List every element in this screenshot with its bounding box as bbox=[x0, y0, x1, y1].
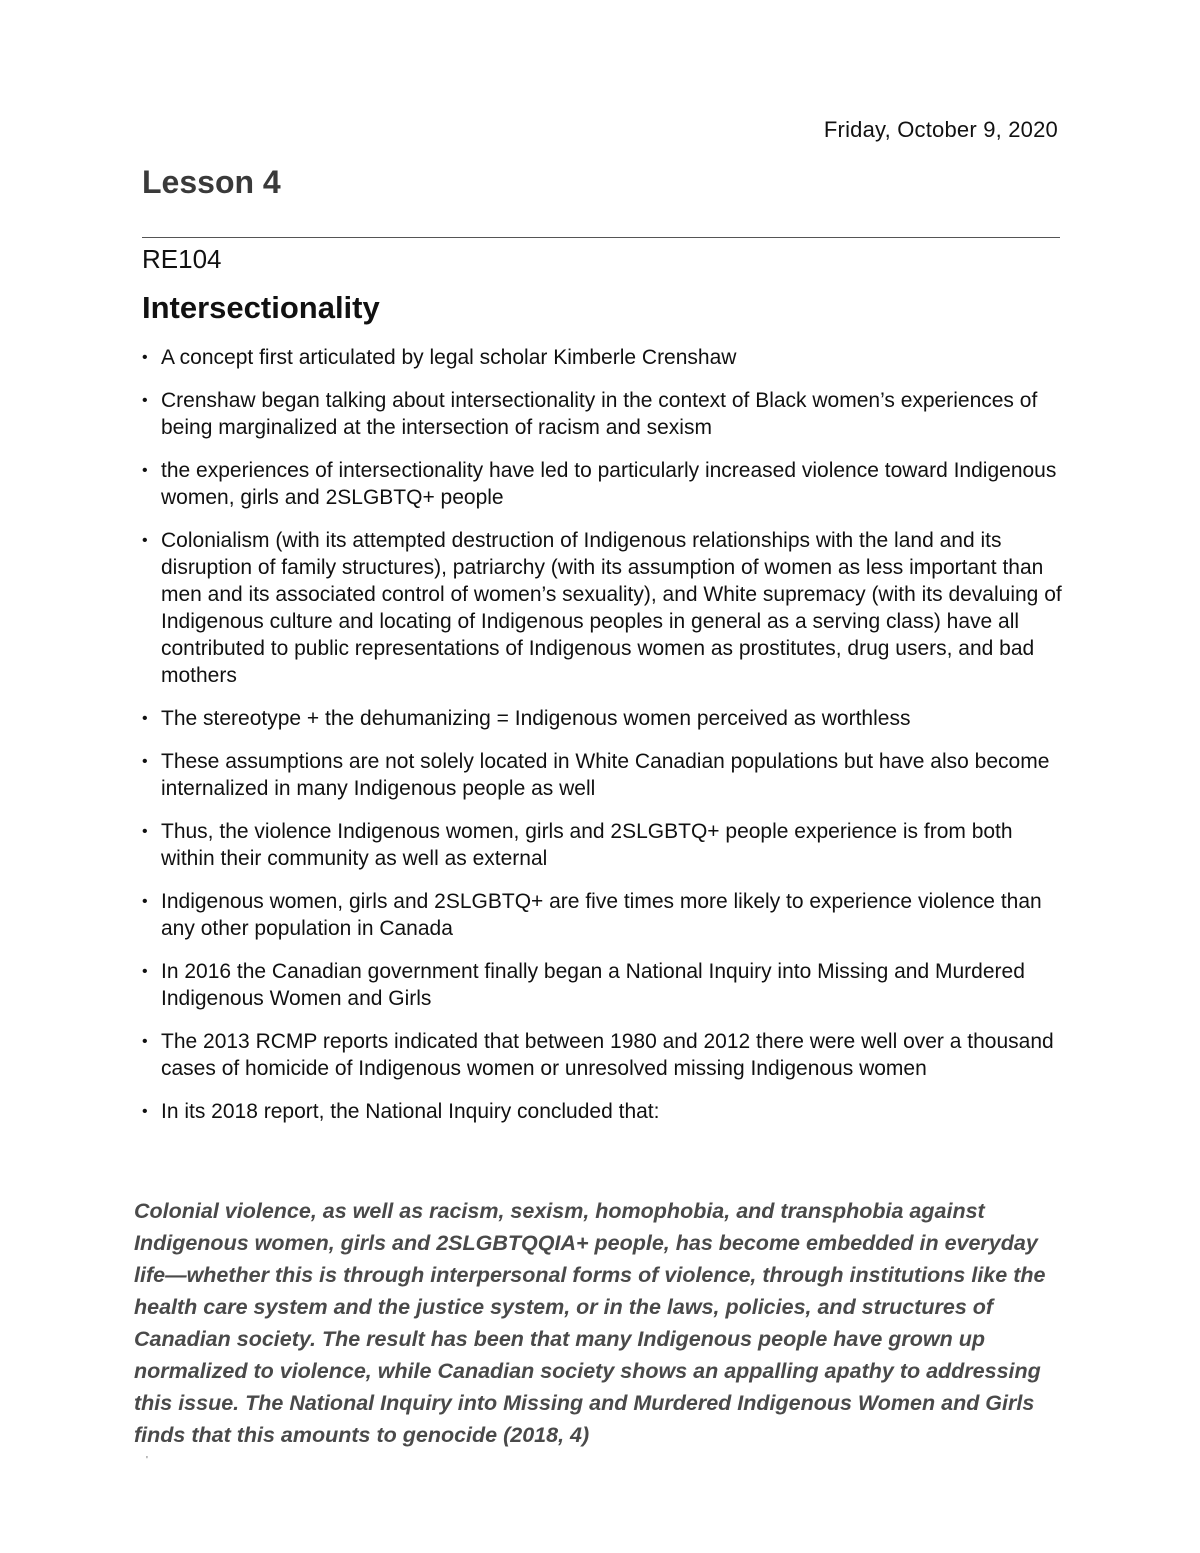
section-heading: Intersectionality bbox=[142, 290, 380, 325]
list-item bbox=[142, 527, 1072, 689]
list-item-text: The stereotype + the dehumanizing = Indigenous women perceived as worthless bbox=[161, 707, 911, 730]
bullet-icon: • bbox=[142, 392, 148, 409]
list-item-text: Crenshaw began talking about intersectionality in the context of Black women’s experiences of being marginalized at the intersection of racism and sexism bbox=[161, 389, 1038, 439]
list-item bbox=[142, 457, 1072, 511]
list-item-text: Indigenous women, girls and 2SLGBTQ+ are five times more likely to experience violence than any other population in Canada bbox=[161, 890, 1042, 940]
list-item-text: Colonialism (with its attempted destruction of Indigenous relationships with the land and its disruption of family structures), patriarchy (with its assumption of women as less important than men and its associated control of women’s sexuality), and White supremacy (with its devaluing of Indigenous culture and locating of Indigenous peoples in general as a serving class) have all contributed to public representations of Indigenous women as prostitutes, drug users, and bad mothers bbox=[161, 529, 1062, 687]
course-code: RE104 bbox=[142, 244, 222, 274]
title-divider bbox=[142, 237, 1060, 238]
lesson-title: Lesson 4 bbox=[142, 164, 281, 200]
bullet-list bbox=[142, 344, 1072, 1141]
inquiry-quote: Colonial violence, as well as racism, sexism, homophobia, and transphobia against Indigenous women, girls and 2SLGBTQQIA+ people, has become embedded in everyday life—whether this is through interpersonal forms of violence, through institutions like the health care system and the justice system, or in the laws, policies, and structures of Canadian society. The result has been that many Indigenous people have grown up normalized to violence, while Canadian society shows an appalling apathy to addressing this issue. The National Inquiry into Missing and Murdered Indigenous Women and Girls finds that this amounts to genocide (2018, 4) bbox=[134, 1199, 1046, 1447]
document-date: Friday, October 9, 2020 bbox=[823, 117, 1058, 142]
list-item-text: These assumptions are not solely located in White Canadian populations but have also become internalized in many Indigenous people as well bbox=[161, 750, 1050, 800]
bullet-icon: • bbox=[142, 532, 148, 549]
list-item-text: the experiences of intersectionality have led to particularly increased violence toward Indigenous women, girls and 2SLGBTQ+ people bbox=[161, 459, 1057, 509]
list-item bbox=[142, 958, 1072, 1012]
list-item-text: Thus, the violence Indigenous women, girls and 2SLGBTQ+ people experience is from both within their community as well as external bbox=[161, 820, 1013, 870]
list-item bbox=[142, 888, 1072, 942]
bullet-icon: • bbox=[142, 349, 148, 366]
list-item bbox=[142, 818, 1072, 872]
stray-mark: ' bbox=[146, 1455, 148, 1466]
list-item bbox=[142, 705, 1072, 732]
bullet-icon: • bbox=[142, 710, 148, 727]
list-item-text: The 2013 RCMP reports indicated that between 1980 and 2012 there were well over a thousand cases of homicide of Indigenous women or unresolved missing Indigenous women bbox=[161, 1030, 1054, 1080]
list-item-text: In 2016 the Canadian government finally began a National Inquiry into Missing and Murdered Indigenous Women and Girls bbox=[161, 960, 1025, 1010]
bullet-icon: • bbox=[142, 893, 148, 910]
list-item bbox=[142, 748, 1072, 802]
bullet-icon: • bbox=[142, 462, 148, 479]
list-item bbox=[142, 1098, 1072, 1125]
list-item-text: A concept first articulated by legal scholar Kimberle Crenshaw bbox=[161, 346, 737, 369]
bullet-icon: • bbox=[142, 1033, 148, 1050]
bullet-icon: • bbox=[142, 1103, 148, 1120]
bullet-icon: • bbox=[142, 823, 148, 840]
bullet-icon: • bbox=[142, 963, 148, 980]
bullet-icon: • bbox=[142, 753, 148, 770]
list-item bbox=[142, 344, 1072, 371]
list-item-text: In its 2018 report, the National Inquiry concluded that: bbox=[161, 1100, 660, 1123]
list-item bbox=[142, 1028, 1072, 1082]
list-item bbox=[142, 387, 1072, 441]
